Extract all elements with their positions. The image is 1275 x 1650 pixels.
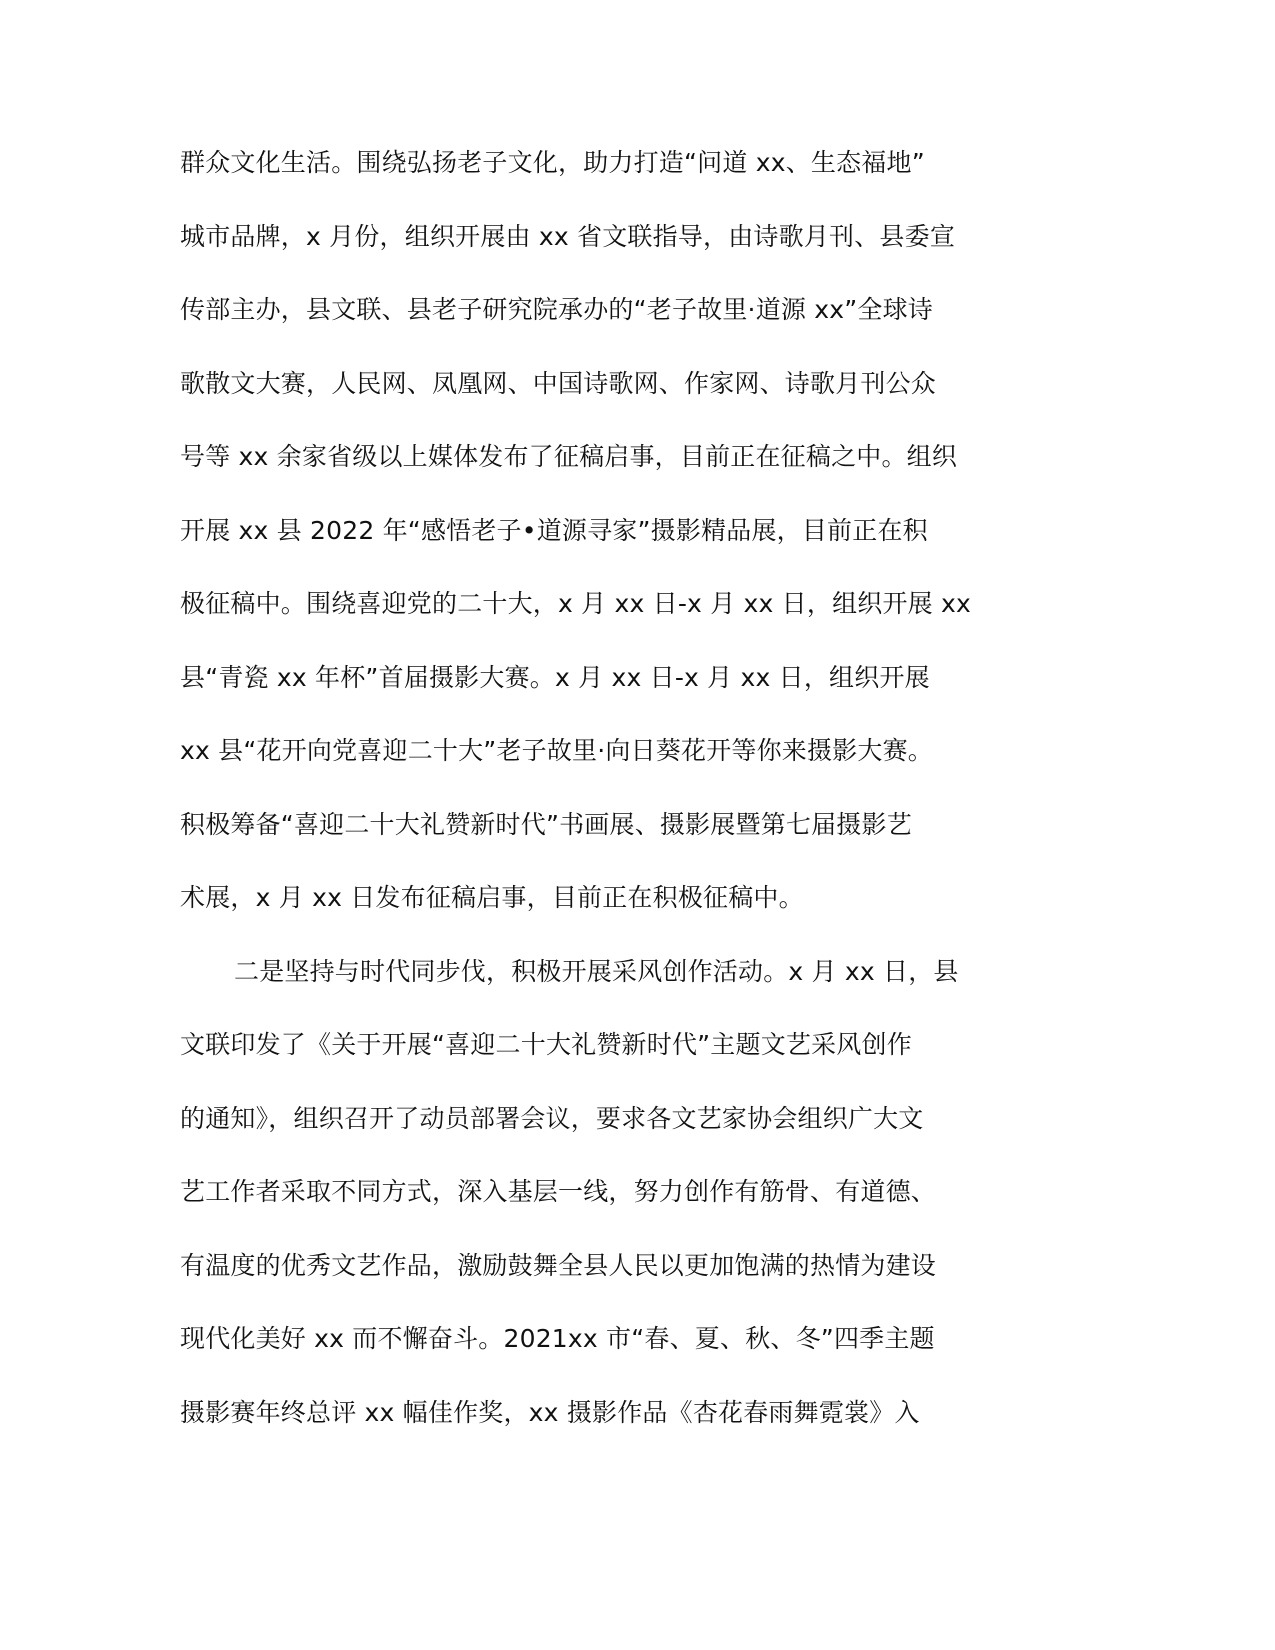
text-line: 城市品牌，x 月份，组织开展由 xx 省文联指导，由诗歌月刊、县委宣 [180,221,956,251]
text-line: 传部主办，县文联、县老子研究院承办的“老子故里·道源 xx”全球诗 [180,295,933,324]
text-line: 文联印发了《关于开展“喜迎二十大礼赞新时代”主题文艺采风创作 [180,1030,912,1059]
text-line: 现代化美好 xx 而不懈奋斗。2021xx 市“春、夏、秋、冬”四季主题 [180,1324,935,1353]
document-body [180,140,1040,1463]
text-line: 开展 xx 县 2022 年“感悟老子•道源寻家”摄影精品展，目前正在积 [180,515,928,545]
text-line: 摄影赛年终总评 xx 幅佳作奖，xx 摄影作品《杏花春雨舞霓裳》入 [180,1397,920,1427]
text-line: 歌散文大赛，人民网、凤凰网、中国诗歌网、作家网、诗歌月刊公众 [180,368,937,398]
text-line: 的通知》，组织召开了动员部署会议，要求各文艺家协会组织广大文 [180,1103,924,1133]
text-line: 有温度的优秀文艺作品，激励鼓舞全县人民以更加饱满的热情为建设 [180,1250,937,1280]
text-line: 术展，x 月 xx 日发布征稿启事，目前正在积极征稿中。 [180,883,804,912]
text-line: 号等 xx 余家省级以上媒体发布了征稿启事，目前正在征稿之中。组织 [180,442,958,471]
text-line: 艺工作者采取不同方式，深入基层一线，努力创作有筋骨、有道德、 [180,1177,937,1206]
text-line: 极征稿中。围绕喜迎党的二十大，x 月 xx 日-x 月 xx 日，组织开展 xx [180,589,972,618]
paragraph-start-line: 二是坚持与时代同步伐，积极开展采风创作活动。x 月 xx 日，县 [234,956,959,986]
text-line: 群众文化生活。围绕弘扬老子文化，助力打造“问道 xx、生态福地” [180,148,925,177]
text-line: 积极筹备“喜迎二十大礼赞新时代”书画展、摄影展暨第七届摄影艺 [180,809,912,839]
text-line: 县“青瓷 xx 年杯”首届摄影大赛。x 月 xx 日-x 月 xx 日，组织开展 [180,662,930,692]
text-line: xx 县“花开向党喜迎二十大”老子故里·向日葵花开等你来摄影大赛。 [180,736,933,765]
